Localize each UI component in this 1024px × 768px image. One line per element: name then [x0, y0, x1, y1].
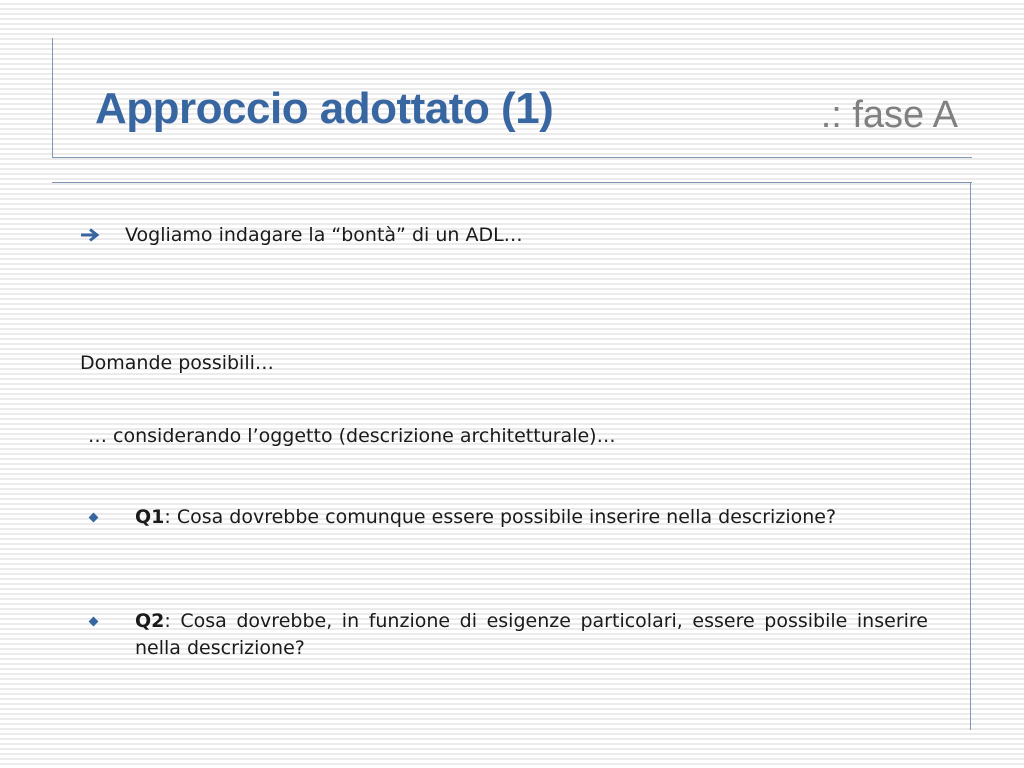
diamond-bullet-icon	[89, 513, 99, 523]
question-item-q2	[135, 608, 928, 662]
question-label-q1: Q1	[135, 506, 165, 528]
title-left-rule	[52, 38, 53, 158]
question-separator-q2: :	[164, 610, 171, 632]
question-item-q1	[135, 504, 928, 531]
question-text-q1: Cosa dovrebbe comunque essere possibile inserire nella descrizione?	[170, 506, 837, 528]
intro-bullet-text: Vogliamo indagare la “bontà” di un ADL…	[125, 224, 523, 246]
question-text-q2: Cosa dovrebbe, in funzione di esigenze particolari, essere possibile inserire nella descrizione?	[135, 610, 928, 659]
slide-title: Approccio adottato (1)	[95, 84, 554, 133]
question-separator-q1: :	[164, 506, 171, 528]
diamond-bullet-icon	[89, 617, 99, 627]
content-top-rule	[52, 182, 972, 183]
question-label-q2: Q2	[135, 610, 165, 632]
arrow-right-icon	[80, 228, 100, 242]
content-right-rule	[970, 182, 971, 730]
slide-subtitle: .: fase A	[820, 94, 958, 136]
questions-heading: Domande possibili…	[80, 352, 274, 374]
context-line: … considerando l’oggetto (descrizione architetturale)…	[88, 425, 616, 447]
title-bottom-rule	[52, 157, 972, 158]
